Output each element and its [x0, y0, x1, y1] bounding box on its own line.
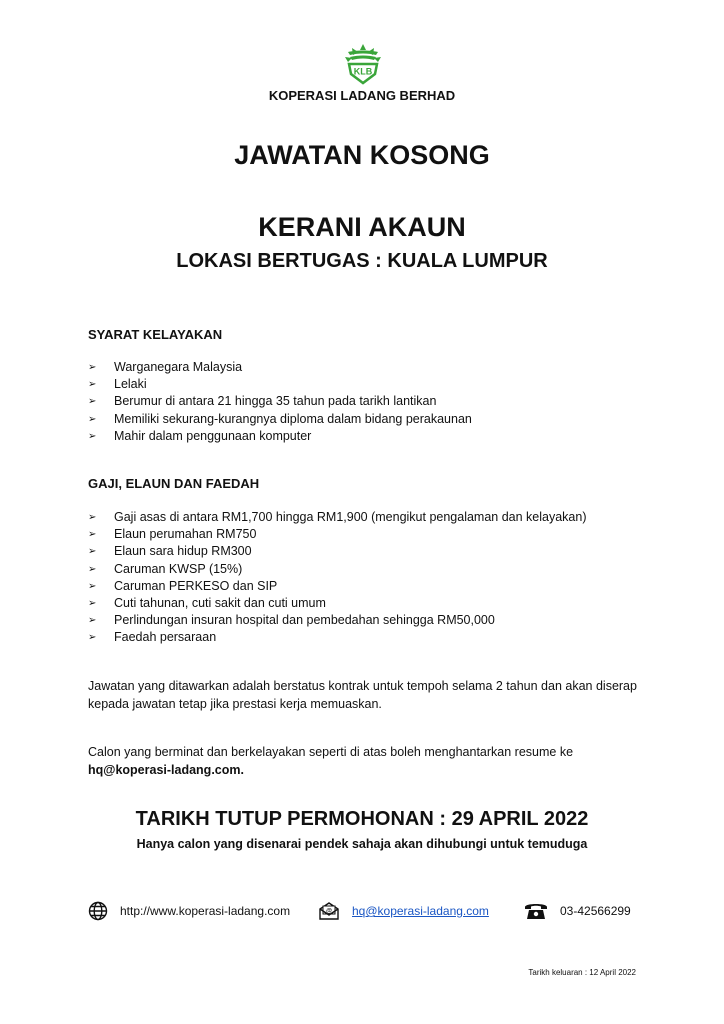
bullet-arrow-icon: ➢ [88, 597, 97, 609]
email-link[interactable]: hq@koperasi-ladang.com [352, 904, 489, 918]
bullet-arrow-icon: ➢ [88, 546, 97, 558]
list-item: ➢ Warganegara Malaysia [88, 359, 472, 376]
list-item: ➢ Faedah persaraan [88, 629, 587, 646]
bullet-arrow-icon: ➢ [88, 580, 97, 592]
requirements-list [88, 359, 472, 445]
bullet-arrow-icon: ➢ [88, 396, 97, 408]
list-item: ➢ Lelaki [88, 376, 472, 393]
globe-icon [88, 901, 108, 921]
list-item: ➢ Cuti tahunan, cuti sakit dan cuti umum [88, 595, 587, 612]
list-item: ➢ Memiliki sekurang-kurangnya diploma dalam bidang perakaunan [88, 411, 472, 428]
bullet-arrow-icon: ➢ [88, 615, 97, 627]
requirements-heading: SYARAT KELAYAKAN [88, 327, 223, 342]
job-title: KERANI AKAUN [258, 212, 466, 242]
shortlist-note: Hanya calon yang disenarai pendek sahaja akan dihubungi untuk temuduga [136, 837, 588, 851]
issue-date: Tarikh keluaran : 12 April 2022 [528, 968, 636, 977]
application-deadline: TARIKH TUTUP PERMOHONAN : 29 APRIL 2022 [135, 808, 589, 830]
telephone-icon [524, 901, 548, 921]
klb-logo [340, 40, 386, 86]
organization-name: KOPERASI LADANG BERHAD [268, 88, 456, 103]
list-item: ➢ Caruman PERKESO dan SIP [88, 578, 587, 595]
apply-email[interactable]: hq@koperasi-ladang.com. [88, 763, 244, 777]
list-item: ➢ Gaji asas di antara RM1,700 hingga RM1,900 (mengikut pengalaman dan kelayakan) [88, 509, 587, 526]
phone-number[interactable]: 03-42566299 [560, 904, 631, 918]
apply-text: Calon yang berminat dan berkelayakan seperti di atas boleh menghantarkan resume ke [88, 745, 574, 759]
svg-text:@: @ [326, 908, 332, 915]
contact-email [318, 898, 489, 924]
contact-phone [524, 898, 631, 924]
apply-paragraph [88, 743, 648, 779]
list-item: ➢ Berumur di antara 21 hingga 35 tahun pada tarikh lantikan [88, 393, 472, 410]
bullet-arrow-icon: ➢ [88, 362, 97, 373]
list-item: ➢ Elaun sara hidup RM300 [88, 543, 587, 560]
bullet-arrow-icon: ➢ [88, 512, 97, 523]
bullet-arrow-icon: ➢ [88, 413, 97, 425]
list-item: ➢ Caruman KWSP (15%) [88, 561, 587, 578]
bullet-arrow-icon: ➢ [88, 632, 97, 644]
bullet-arrow-icon: ➢ [88, 430, 97, 442]
list-item: ➢ Elaun perumahan RM750 [88, 526, 587, 543]
logo-text: KLB [353, 66, 373, 77]
job-location: LOKASI BERTUGAS : KUALA LUMPUR [176, 250, 548, 272]
website-link[interactable]: http://www.koperasi-ladang.com [120, 904, 291, 918]
contract-paragraph: Jawatan yang ditawarkan adalah berstatus kontrak untuk tempoh selama 2 tahun dan akan diserap kepada jawatan tetap jika prestasi kerja memuaskan. [88, 679, 637, 711]
bullet-arrow-icon: ➢ [88, 563, 97, 575]
bullet-arrow-icon: ➢ [88, 379, 97, 391]
page-title: JAWATAN KOSONG [234, 140, 490, 170]
contact-website [88, 898, 290, 924]
envelope-icon [318, 901, 340, 921]
benefits-list [88, 509, 587, 647]
list-item: ➢ Perlindungan insuran hospital dan pembedahan sehingga RM50,000 [88, 612, 587, 629]
bullet-arrow-icon: ➢ [88, 529, 97, 541]
benefits-heading: GAJI, ELAUN DAN FAEDAH [88, 476, 260, 491]
list-item: ➢ Mahir dalam penggunaan komputer [88, 428, 472, 445]
